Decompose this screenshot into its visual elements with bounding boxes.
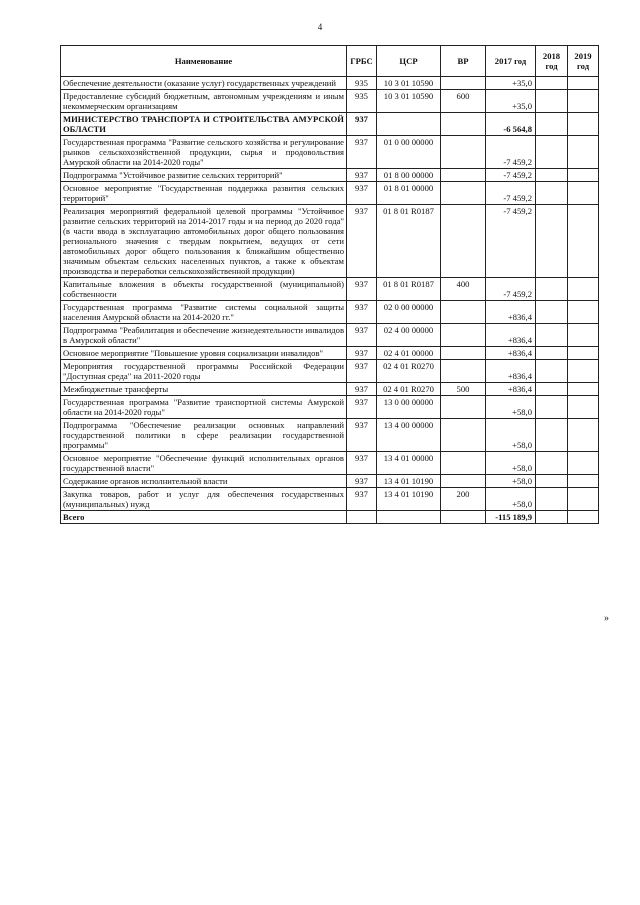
cell-csr — [377, 113, 441, 136]
cell-csr: 01 0 00 00000 — [377, 136, 441, 169]
cell-2019 — [568, 488, 599, 511]
cell-2018 — [536, 182, 568, 205]
cell-grbs: 937 — [347, 136, 377, 169]
cell-2017: -7 459,2 — [486, 205, 536, 278]
table-row — [61, 396, 599, 419]
cell-2018 — [536, 169, 568, 182]
cell-name: Мероприятия государственной программы Российской Федерации "Доступная среда" на 2011-2020 годы — [61, 360, 347, 383]
cell-name: Межбюджетные трансферты — [61, 383, 347, 396]
cell-vr — [441, 182, 486, 205]
cell-2017: +58,0 — [486, 419, 536, 452]
cell-name: Государственная программа "Развитие системы социальной защиты населения Амурской области на 2014-2020 гг." — [61, 301, 347, 324]
cell-vr — [441, 169, 486, 182]
table-row — [61, 278, 599, 301]
cell-name: Реализация мероприятий федеральной целевой программы "Устойчивое развитие сельских территорий на 2014-2017 годы и на период до 2020 года" (в части ввода в эксплуатацию автомобильных дорог общего пользования регионального значения с твердым покрытием, ведущих от сети автомобильных дорог общего пользования к ближайшим общественно значимым объектам сельских населенных пунктов, а также к объектам производства и переработки сельскохозяйственной продукции) — [61, 205, 347, 278]
cell-csr: 13 4 01 10190 — [377, 475, 441, 488]
cell-2019 — [568, 475, 599, 488]
cell-name: Государственная программа "Развитие сельского хозяйства и регулирование рынков сельскохозяйственной продукции, сырья и продовольствия Амурской области на 2014-2020 годы" — [61, 136, 347, 169]
cell-csr: 13 4 01 10190 — [377, 488, 441, 511]
header-name: Наименование — [61, 46, 347, 77]
cell-grbs: 937 — [347, 301, 377, 324]
cell-2019 — [568, 205, 599, 278]
table-row — [61, 90, 599, 113]
cell-2019 — [568, 136, 599, 169]
cell-2019 — [568, 77, 599, 90]
cell-grbs: 937 — [347, 182, 377, 205]
table-row — [61, 113, 599, 136]
cell-grbs: 937 — [347, 452, 377, 475]
table-row — [61, 77, 599, 90]
cell-vr — [441, 396, 486, 419]
cell-grbs: 937 — [347, 324, 377, 347]
cell-vr — [441, 360, 486, 383]
cell-grbs: 937 — [347, 205, 377, 278]
table-header-row — [61, 46, 599, 77]
cell-2019 — [568, 419, 599, 452]
table-row — [61, 360, 599, 383]
cell-csr: 10 3 01 10590 — [377, 90, 441, 113]
table-row — [61, 324, 599, 347]
cell-2019 — [568, 90, 599, 113]
table-row — [61, 347, 599, 360]
cell-name: Государственная программа "Развитие транспортной системы Амурской области на 2014-2020 годы" — [61, 396, 347, 419]
table-row — [61, 488, 599, 511]
cell-2019 — [568, 396, 599, 419]
cell-csr — [377, 511, 441, 524]
cell-2017: +35,0 — [486, 90, 536, 113]
cell-grbs: 937 — [347, 396, 377, 419]
cell-vr: 200 — [441, 488, 486, 511]
cell-vr — [441, 475, 486, 488]
cell-csr: 01 8 00 00000 — [377, 169, 441, 182]
page-number: 4 — [317, 22, 323, 32]
table-row — [61, 452, 599, 475]
cell-vr: 500 — [441, 383, 486, 396]
cell-2019 — [568, 169, 599, 182]
cell-name: Обеспечение деятельности (оказание услуг) государственных учреждений — [61, 77, 347, 90]
cell-csr: 13 4 00 00000 — [377, 419, 441, 452]
cell-name: Капитальные вложения в объекты государственной (муниципальной) собственности — [61, 278, 347, 301]
header-grbs: ГРБС — [347, 46, 377, 77]
cell-2019 — [568, 452, 599, 475]
cell-vr — [441, 77, 486, 90]
table-row — [61, 182, 599, 205]
cell-2019 — [568, 182, 599, 205]
cell-csr: 13 0 00 00000 — [377, 396, 441, 419]
header-vr: ВР — [441, 46, 486, 77]
cell-2019 — [568, 324, 599, 347]
cell-csr: 01 8 01 00000 — [377, 182, 441, 205]
cell-grbs: 937 — [347, 278, 377, 301]
cell-name: Подпрограмма "Реабилитация и обеспечение жизнедеятельности инвалидов в Амурской области" — [61, 324, 347, 347]
cell-grbs: 937 — [347, 113, 377, 136]
header-2017: 2017 год — [486, 46, 536, 77]
cell-2017: -7 459,2 — [486, 278, 536, 301]
cell-2017: -6 564,8 — [486, 113, 536, 136]
cell-2018 — [536, 360, 568, 383]
cell-name: Подпрограмма "Устойчивое развитие сельских территорий" — [61, 169, 347, 182]
cell-2017: +836,4 — [486, 301, 536, 324]
cell-vr — [441, 452, 486, 475]
cell-vr — [441, 136, 486, 169]
cell-2019 — [568, 347, 599, 360]
cell-2017: -7 459,2 — [486, 169, 536, 182]
cell-2017: +836,4 — [486, 347, 536, 360]
cell-csr: 02 4 01 R0270 — [377, 383, 441, 396]
cell-name: МИНИСТЕРСТВО ТРАНСПОРТА И СТРОИТЕЛЬСТВА АМУРСКОЙ ОБЛАСТИ — [61, 113, 347, 136]
cell-vr — [441, 324, 486, 347]
cell-2017: +58,0 — [486, 452, 536, 475]
cell-csr: 02 4 00 00000 — [377, 324, 441, 347]
table-row — [61, 475, 599, 488]
cell-2018 — [536, 77, 568, 90]
cell-2018 — [536, 324, 568, 347]
cell-2018 — [536, 475, 568, 488]
cell-vr — [441, 419, 486, 452]
cell-vr — [441, 347, 486, 360]
cell-name: Основное мероприятие "Обеспечение функций исполнительных органов государственной власти" — [61, 452, 347, 475]
cell-csr: 02 4 01 R0270 — [377, 360, 441, 383]
cell-name: Закупка товаров, работ и услуг для обеспечения государственных (муниципальных) нужд — [61, 488, 347, 511]
cell-grbs: 937 — [347, 347, 377, 360]
cell-vr — [441, 301, 486, 324]
cell-2018 — [536, 90, 568, 113]
cell-2018 — [536, 136, 568, 169]
cell-2017: -7 459,2 — [486, 182, 536, 205]
table-row — [61, 301, 599, 324]
cell-2017: +836,4 — [486, 360, 536, 383]
cell-name: Подпрограмма "Обеспечение реализации основных направлений государственной политики в сфере реализации государственной программы" — [61, 419, 347, 452]
cell-2019 — [568, 301, 599, 324]
table-row — [61, 383, 599, 396]
cell-grbs: 935 — [347, 77, 377, 90]
cell-csr: 10 3 01 10590 — [377, 77, 441, 90]
table-row — [61, 136, 599, 169]
cell-2019 — [568, 278, 599, 301]
cell-2019 — [568, 360, 599, 383]
cell-2019 — [568, 383, 599, 396]
cell-2017: +836,4 — [486, 383, 536, 396]
cell-2018 — [536, 301, 568, 324]
table-row — [61, 205, 599, 278]
cell-2018 — [536, 113, 568, 136]
cell-csr: 01 8 01 R0187 — [377, 278, 441, 301]
cell-2017: -7 459,2 — [486, 136, 536, 169]
cell-name: Всего — [61, 511, 347, 524]
header-csr: ЦСР — [377, 46, 441, 77]
cell-2017: +35,0 — [486, 77, 536, 90]
cell-csr: 13 4 01 00000 — [377, 452, 441, 475]
cell-2018 — [536, 511, 568, 524]
cell-name: Основное мероприятие "Государственная поддержка развития сельских территорий" — [61, 182, 347, 205]
cell-2019 — [568, 113, 599, 136]
cell-2018 — [536, 347, 568, 360]
table-body — [61, 77, 599, 524]
header-2018: 2018 год — [536, 46, 568, 77]
cell-grbs: 935 — [347, 90, 377, 113]
cell-2018 — [536, 396, 568, 419]
table-row — [61, 169, 599, 182]
cell-grbs: 937 — [347, 419, 377, 452]
cell-2018 — [536, 278, 568, 301]
cell-name: Содержание органов исполнительной власти — [61, 475, 347, 488]
cell-grbs: 937 — [347, 475, 377, 488]
cell-csr: 02 4 01 00000 — [377, 347, 441, 360]
closing-quote-mark: » — [604, 613, 609, 624]
cell-2017: +58,0 — [486, 396, 536, 419]
cell-grbs — [347, 511, 377, 524]
cell-name: Предоставление субсидий бюджетным, автономным учреждениям и иным некоммерческим организациям — [61, 90, 347, 113]
cell-vr — [441, 205, 486, 278]
cell-2017: +836,4 — [486, 324, 536, 347]
cell-grbs: 937 — [347, 360, 377, 383]
cell-vr: 400 — [441, 278, 486, 301]
cell-name: Основное мероприятие "Повышение уровня социализации инвалидов" — [61, 347, 347, 360]
cell-vr — [441, 511, 486, 524]
cell-2017: +58,0 — [486, 475, 536, 488]
cell-grbs: 937 — [347, 169, 377, 182]
budget-table — [60, 45, 599, 524]
cell-2017: +58,0 — [486, 488, 536, 511]
cell-vr: 600 — [441, 90, 486, 113]
table-row-total — [61, 511, 599, 524]
cell-2018 — [536, 452, 568, 475]
table-row — [61, 419, 599, 452]
header-2019: 2019 год — [568, 46, 599, 77]
cell-2019 — [568, 511, 599, 524]
cell-2018 — [536, 419, 568, 452]
cell-2018 — [536, 488, 568, 511]
cell-grbs: 937 — [347, 488, 377, 511]
cell-2018 — [536, 205, 568, 278]
cell-2018 — [536, 383, 568, 396]
cell-csr: 02 0 00 00000 — [377, 301, 441, 324]
cell-2017: -115 189,9 — [486, 511, 536, 524]
cell-grbs: 937 — [347, 383, 377, 396]
cell-csr: 01 8 01 R0187 — [377, 205, 441, 278]
cell-vr — [441, 113, 486, 136]
